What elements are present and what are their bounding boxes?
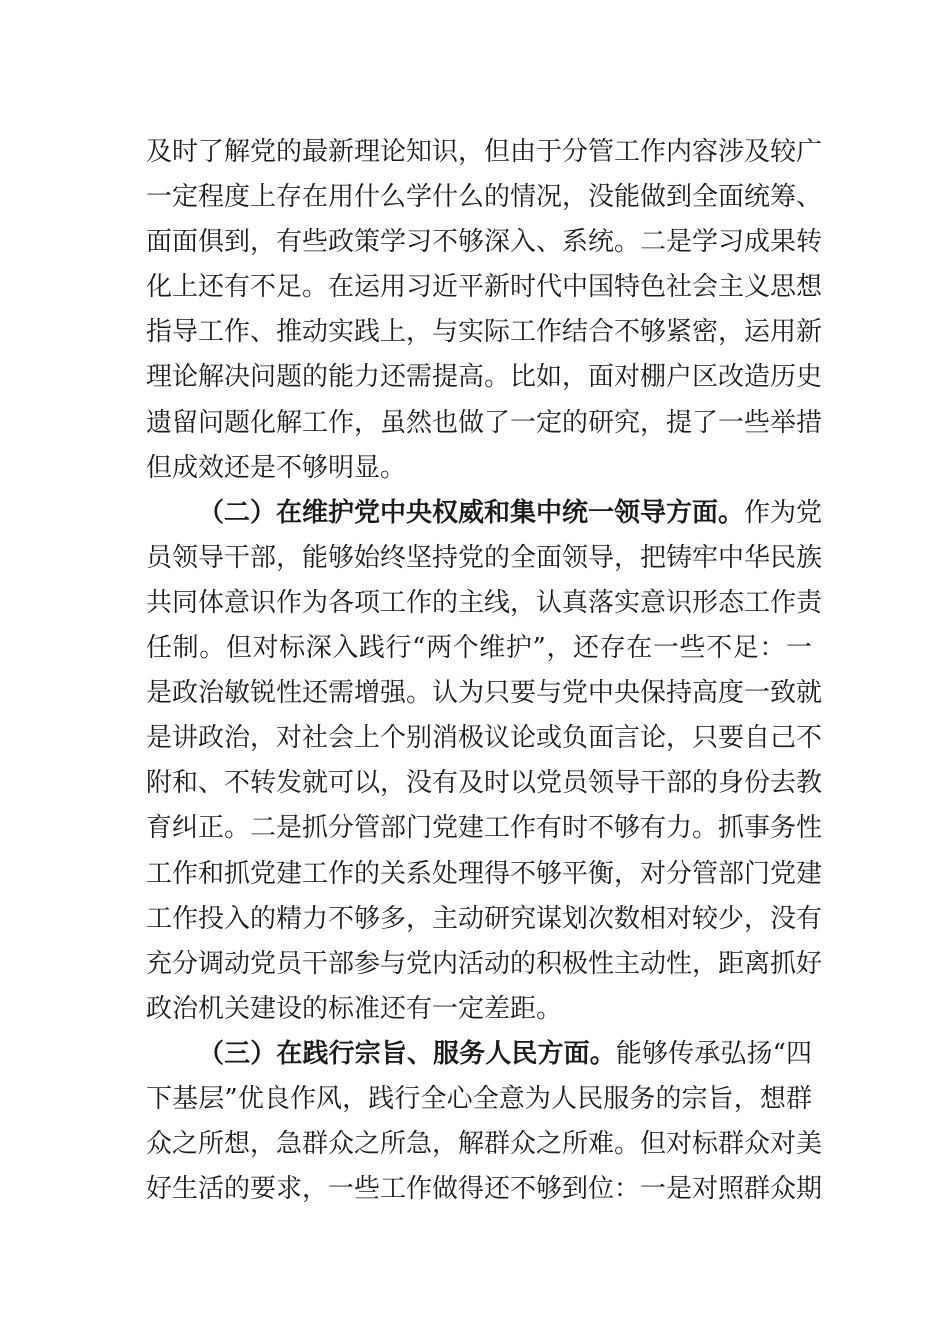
body-line: 员领导干部，能够始终坚持党的全面领导，把铸牢中华民族 [146, 542, 823, 573]
body-line: 政治机关建设的标准还有一定差距。 [146, 993, 563, 1024]
body-line: 下基层”优良作风，践行全心全意为人民服务的宗旨，想群 [146, 1083, 812, 1114]
body-line: 理论解决问题的能力还需提高。比如，面对棚户区改造历史 [146, 362, 823, 393]
document-body [146, 130, 823, 1212]
section-heading: （二）在维护党中央权威和集中统一领导方面。 [198, 497, 745, 528]
section-heading-line [146, 491, 823, 536]
body-line: 一定程度上存在用什么学什么的情况，没能做到全面统筹、 [146, 182, 823, 213]
body-line: 化上还有不足。在运用习近平新时代中国特色社会主义思想 [146, 272, 823, 303]
body-line: 指导工作、推动实践上，与实际工作结合不够紧密，运用新 [146, 317, 823, 348]
body-line: 遗留问题化解工作，虽然也做了一定的研究，提了一些举措 [146, 407, 823, 438]
body-line: 充分调动党员干部参与党内活动的积极性主动性，距离抓好 [146, 948, 823, 979]
body-line: 任制。但对标深入践行“两个维护”，还存在一些不足：一 [146, 633, 812, 664]
body-line: 是讲政治，对社会上个别消极议论或负面言论，只要自己不 [146, 723, 823, 754]
body-line: 共同体意识作为各项工作的主线，认真落实意识形态工作责 [146, 587, 823, 618]
body-line: 好生活的要求，一些工作做得还不够到位：一是对照群众期 [146, 1174, 823, 1205]
body-line: 及时了解党的最新理论知识，但由于分管工作内容涉及较广 [146, 137, 823, 167]
body-line: 众之所想，急群众之所急，解群众之所难。但对标群众对美 [146, 1129, 823, 1160]
body-line: 面面俱到，有些政策学习不够深入、系统。二是学习成果转 [146, 227, 823, 258]
section-heading-line [146, 1032, 812, 1077]
body-text: 能够传承弘扬“四 [615, 1038, 812, 1069]
body-line: 但成效还是不够明显。 [146, 452, 407, 483]
section-heading: （三）在践行宗旨、服务人民方面。 [198, 1038, 616, 1069]
body-line: 是政治敏锐性还需增强。认为只要与党中央保持高度一致就 [146, 678, 823, 709]
body-line: 育纠正。二是抓分管部门党建工作有时不够有力。抓事务性 [146, 813, 823, 844]
body-line: 工作投入的精力不够多，主动研究谋划次数相对较少，没有 [146, 903, 823, 934]
body-text: 作为党 [744, 497, 823, 528]
body-line: 工作和抓党建工作的关系处理得不够平衡，对分管部门党建 [146, 858, 823, 889]
body-line: 附和、不转发就可以，没有及时以党员领导干部的身份去教 [146, 768, 823, 799]
